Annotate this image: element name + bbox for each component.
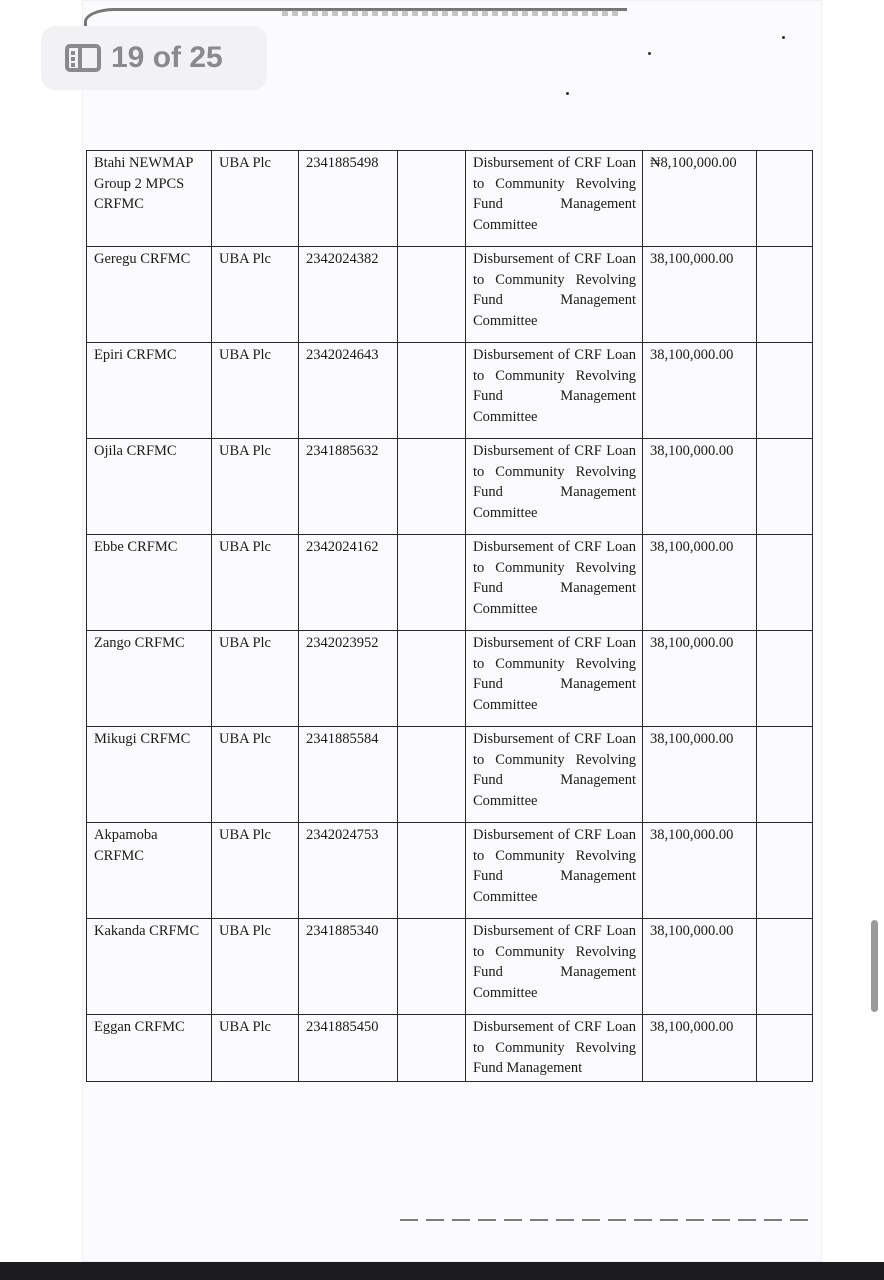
cell-remarks: [757, 1015, 813, 1082]
cell-description: Disbursement of CRF Loan to Community Revolving Fund Management Committee: [466, 727, 643, 823]
page-counter[interactable]: [41, 26, 267, 90]
cell-empty: [398, 151, 466, 247]
cell-amount: 38,100,000.00: [643, 439, 757, 535]
cell-account-number: 2342024382: [299, 247, 398, 343]
table-row: [87, 151, 813, 247]
cell-amount: 38,100,000.00: [643, 1015, 757, 1082]
cell-bank: UBA Plc: [212, 727, 299, 823]
cell-empty: [398, 439, 466, 535]
cell-bank: UBA Plc: [212, 439, 299, 535]
cell-committee-name: Akpamoba CRFMC: [87, 823, 212, 919]
cell-bank: UBA Plc: [212, 247, 299, 343]
cell-remarks: [757, 247, 813, 343]
cell-amount: 38,100,000.00: [643, 631, 757, 727]
cell-amount: 38,100,000.00: [643, 727, 757, 823]
sidebar-toggle-icon: [65, 44, 101, 72]
cell-empty: [398, 631, 466, 727]
cell-remarks: [757, 919, 813, 1015]
cell-description: Disbursement of CRF Loan to Community Revolving Fund Management Committee: [466, 631, 643, 727]
cell-committee-name: Ojila CRFMC: [87, 439, 212, 535]
page-footer-rule: [400, 1219, 815, 1221]
cell-empty: [398, 535, 466, 631]
cell-remarks: [757, 823, 813, 919]
cell-description: Disbursement of CRF Loan to Community Revolving Fund Management: [466, 1015, 643, 1082]
cell-description: Disbursement of CRF Loan to Community Revolving Fund Management Committee: [466, 151, 643, 247]
cell-remarks: [757, 439, 813, 535]
table-row: [87, 631, 813, 727]
cell-committee-name: Mikugi CRFMC: [87, 727, 212, 823]
table-row: [87, 247, 813, 343]
cell-account-number: 2341885450: [299, 1015, 398, 1082]
cell-remarks: [757, 535, 813, 631]
cell-empty: [398, 919, 466, 1015]
cell-empty: [398, 727, 466, 823]
disbursement-table: [86, 150, 813, 1082]
cell-committee-name: Ebbe CRFMC: [87, 535, 212, 631]
scan-speck: [566, 92, 569, 95]
cell-description: Disbursement of CRF Loan to Community Revolving Fund Management Committee: [466, 823, 643, 919]
cell-empty: [398, 823, 466, 919]
cell-account-number: 2341885632: [299, 439, 398, 535]
page-counter-label: 19 of 25: [111, 41, 223, 74]
cell-description: Disbursement of CRF Loan to Community Revolving Fund Management Committee: [466, 919, 643, 1015]
cell-account-number: 2342024162: [299, 535, 398, 631]
cell-committee-name: Eggan CRFMC: [87, 1015, 212, 1082]
cell-committee-name: Btahi NEWMAP Group 2 MPCS CRFMC: [87, 151, 212, 247]
table-row: [87, 919, 813, 1015]
cell-account-number: 2342023952: [299, 631, 398, 727]
cell-amount: 38,100,000.00: [643, 919, 757, 1015]
table-row: [87, 823, 813, 919]
cell-committee-name: Geregu CRFMC: [87, 247, 212, 343]
cell-amount: 38,100,000.00: [643, 823, 757, 919]
cell-account-number: 2342024753: [299, 823, 398, 919]
cell-account-number: 2341885340: [299, 919, 398, 1015]
cell-remarks: [757, 631, 813, 727]
cell-account-number: 2341885584: [299, 727, 398, 823]
table-row: [87, 727, 813, 823]
table-row: [87, 439, 813, 535]
cell-remarks: [757, 727, 813, 823]
cell-empty: [398, 343, 466, 439]
cell-committee-name: Zango CRFMC: [87, 631, 212, 727]
table-row: [87, 343, 813, 439]
cell-bank: UBA Plc: [212, 823, 299, 919]
cell-bank: UBA Plc: [212, 151, 299, 247]
cell-remarks: [757, 151, 813, 247]
cell-account-number: 2341885498: [299, 151, 398, 247]
cell-empty: [398, 247, 466, 343]
page-edge-noise: [282, 10, 622, 16]
cell-description: Disbursement of CRF Loan to Community Revolving Fund Management Committee: [466, 343, 643, 439]
cell-description: Disbursement of CRF Loan to Community Revolving Fund Management Committee: [466, 535, 643, 631]
table-row: [87, 535, 813, 631]
cell-bank: UBA Plc: [212, 631, 299, 727]
bottom-toolbar: [0, 1262, 884, 1280]
cell-amount: ₦8,100,000.00: [643, 151, 757, 247]
cell-amount: 38,100,000.00: [643, 247, 757, 343]
cell-bank: UBA Plc: [212, 1015, 299, 1082]
cell-bank: UBA Plc: [212, 535, 299, 631]
vertical-scrollbar[interactable]: [871, 920, 878, 1012]
cell-bank: UBA Plc: [212, 919, 299, 1015]
cell-account-number: 2342024643: [299, 343, 398, 439]
cell-committee-name: Kakanda CRFMC: [87, 919, 212, 1015]
cell-committee-name: Epiri CRFMC: [87, 343, 212, 439]
cell-description: Disbursement of CRF Loan to Community Revolving Fund Management Committee: [466, 247, 643, 343]
cell-remarks: [757, 343, 813, 439]
cell-amount: 38,100,000.00: [643, 535, 757, 631]
table-row: [87, 1015, 813, 1082]
scan-speck: [648, 52, 651, 55]
cell-empty: [398, 1015, 466, 1082]
cell-amount: 38,100,000.00: [643, 343, 757, 439]
scan-speck: [782, 36, 785, 39]
cell-description: Disbursement of CRF Loan to Community Revolving Fund Management Committee: [466, 439, 643, 535]
cell-bank: UBA Plc: [212, 343, 299, 439]
